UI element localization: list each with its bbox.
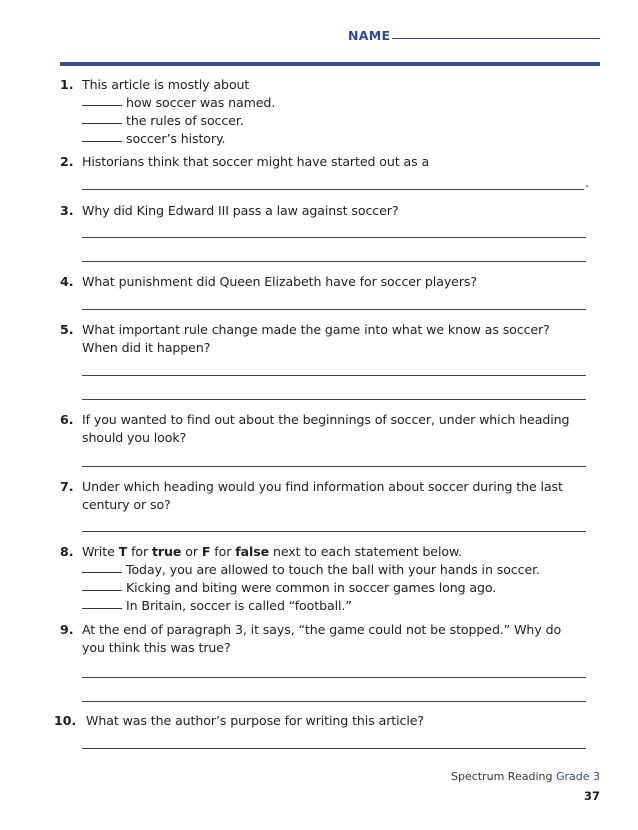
question-number: 9. <box>60 622 74 637</box>
statement-text: Today, you are allowed to touch the ball with your hands in soccer. <box>126 562 540 577</box>
question-2-text: Historians think that soccer might have started out as a <box>82 154 430 169</box>
answer-line[interactable] <box>82 309 586 310</box>
name-write-line[interactable] <box>392 38 600 39</box>
instruction-word: or <box>185 544 198 559</box>
question-6-line-2: should you look? <box>82 430 187 445</box>
question-number: 7. <box>60 479 74 494</box>
question-number: 1. <box>60 77 74 92</box>
question-7-line-2: century or so? <box>82 497 171 512</box>
q8-statement-2 <box>82 579 496 597</box>
question-9-line-2: you think this was true? <box>82 640 231 655</box>
statement-text: Kicking and biting were common in soccer games long ago. <box>126 580 497 595</box>
answer-line[interactable] <box>82 189 584 190</box>
word-false: false <box>235 544 270 559</box>
answer-line[interactable] <box>82 399 586 400</box>
answer-line[interactable] <box>82 237 586 238</box>
answer-blank[interactable] <box>82 590 122 591</box>
answer-line[interactable] <box>82 375 586 376</box>
answer-line[interactable] <box>82 701 586 702</box>
instruction-word: Write <box>82 544 115 559</box>
answer-line[interactable] <box>82 466 586 467</box>
q1-option-3 <box>82 130 225 148</box>
answer-line[interactable] <box>82 261 586 262</box>
answer-blank[interactable] <box>82 105 122 106</box>
question-3-text: Why did King Edward III pass a law against soccer? <box>82 203 399 218</box>
question-5-line-2: When did it happen? <box>82 340 211 355</box>
q8-statement-1 <box>82 561 540 579</box>
answer-blank[interactable] <box>82 608 122 609</box>
answer-line[interactable] <box>82 677 586 678</box>
answer-line[interactable] <box>82 531 586 532</box>
instruction-word: for <box>214 544 232 559</box>
q1-option-2 <box>82 112 244 130</box>
question-number: 8. <box>60 544 74 559</box>
footer-series <box>451 770 600 783</box>
question-number: 3. <box>60 203 74 218</box>
letter-f: F <box>201 544 211 559</box>
question-number: 6. <box>60 412 74 427</box>
answer-blank[interactable] <box>82 141 122 142</box>
question-9-line-1: At the end of paragraph 3, it says, “the game could not be stopped.” Why do <box>82 622 562 637</box>
option-text: how soccer was named. <box>126 95 276 110</box>
question-5-line-1: What important rule change made the game into what we know as soccer? <box>82 322 550 337</box>
question-8-instruction <box>82 543 462 561</box>
question-number: 5. <box>60 322 74 337</box>
question-number: 10. <box>54 713 77 728</box>
question-4-text: What punishment did Queen Elizabeth have for soccer players? <box>82 274 477 289</box>
question-6-line-1: If you wanted to find out about the beginnings of soccer, under which heading <box>82 412 570 427</box>
letter-t: T <box>118 544 128 559</box>
grade-label: Grade 3 <box>555 770 600 783</box>
answer-blank[interactable] <box>82 572 122 573</box>
q1-option-1 <box>82 94 275 112</box>
series-name: Spectrum Reading <box>451 770 553 783</box>
instruction-word: for <box>131 544 149 559</box>
question-number: 2. <box>60 154 74 169</box>
word-true: true <box>152 544 182 559</box>
option-text: soccer’s history. <box>126 131 226 146</box>
q8-statement-3 <box>82 597 352 615</box>
header-divider <box>60 62 600 66</box>
question-number: 4. <box>60 274 74 289</box>
page-number: 37 <box>583 789 600 803</box>
answer-line[interactable] <box>82 748 586 749</box>
name-label: NAME <box>348 28 391 43</box>
question-1-text: This article is mostly about <box>82 77 250 92</box>
statement-text: In Britain, soccer is called “football.” <box>126 598 352 613</box>
question-10-text: What was the author’s purpose for writing this article? <box>86 713 424 728</box>
end-punctuation: . <box>585 176 589 190</box>
instruction-word: next to each statement below. <box>272 544 462 559</box>
option-text: the rules of soccer. <box>126 113 244 128</box>
question-7-line-1: Under which heading would you find information about soccer during the last <box>82 479 563 494</box>
answer-blank[interactable] <box>82 123 122 124</box>
